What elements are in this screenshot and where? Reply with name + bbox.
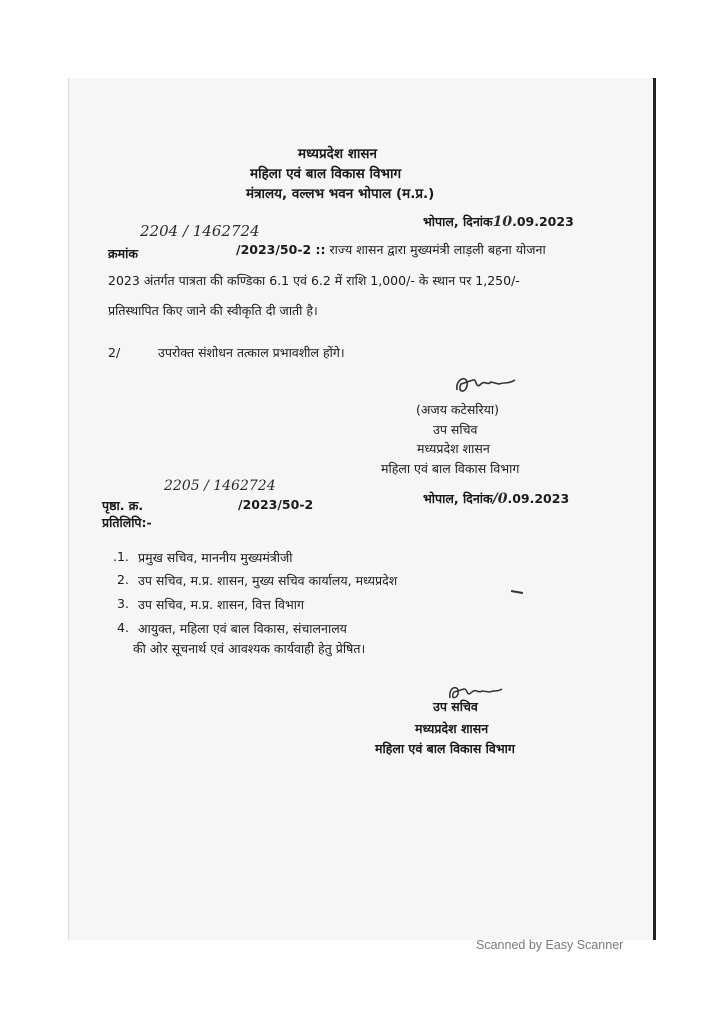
copy-date-label: भोपाल, दिनांक <box>423 491 493 506</box>
cc-item-1-text: प्रमुख सचिव, माननीय मुख्यमंत्रीजी <box>138 550 293 565</box>
order-date-label: भोपाल, दिनांक <box>423 214 493 229</box>
para2-text: उपरोक्त संशोधन तत्काल प्रभावशील होंगे। <box>158 345 345 360</box>
order-text-1: राज्य शासन द्वारा मुख्यमंत्री लाड़ली बहना योजना <box>329 242 546 257</box>
page-edge <box>653 78 656 940</box>
cc-label: प्रतिलिपि:- <box>102 515 152 530</box>
cc-item-3-number: 3. <box>117 596 129 611</box>
order-line-3: प्रतिस्थापित किए जाने की स्वीकृति दी जाती है। <box>108 303 318 318</box>
signatory-org-1: मध्यप्रदेश शासन <box>417 441 490 456</box>
order-date-handwritten: 10 <box>492 214 513 230</box>
signatory-org-2: महिला एवं बाल विकास विभाग <box>381 461 520 476</box>
order-number-handwritten: 2204 / 1462724 <box>140 222 260 240</box>
signatory-designation: उप सचिव <box>433 422 478 437</box>
order-number-label: क्रमांक <box>108 246 138 261</box>
copy-date <box>423 490 569 507</box>
cc-item-4-continuation: की ओर सूचनार्थ एवं आवश्यक कार्यवाही हेतु प्रेषित। <box>133 641 366 656</box>
order-date <box>423 213 574 230</box>
cc-item-2-number: 2. <box>117 572 129 587</box>
copy-number-suffix: /2023/50-2 <box>238 497 314 512</box>
document-page <box>68 78 655 940</box>
signatory2-org-2: महिला एवं बाल विकास विभाग <box>375 741 515 756</box>
copy-date-rest: .09.2023 <box>507 491 570 506</box>
cc-item-1-number: .1. <box>113 549 129 564</box>
copy-date-handwritten: /0 <box>492 491 508 507</box>
header-line-1: मध्यप्रदेश शासन <box>298 146 378 162</box>
header-line-2: महिला एवं बाल विकास विभाग <box>250 166 402 182</box>
signatory-name: (अजय कटेसरिया) <box>416 402 499 417</box>
order-line-1 <box>236 241 546 258</box>
header-line-3: मंत्रालय, वल्लभ भवन भोपाल (म.प्र.) <box>246 186 435 202</box>
cc-item-2-text: उप सचिव, म.प्र. शासन, मुख्य सचिव कार्यालय, मध्यप्रदेश <box>138 573 398 588</box>
copy-number-handwritten: 2205 / 1462724 <box>164 478 276 494</box>
signatory2-org-1: मध्यप्रदेश शासन <box>415 721 489 736</box>
scanner-watermark: Scanned by Easy Scanner <box>476 938 624 952</box>
cc-item-3-text: उप सचिव, म.प्र. शासन, वित्त विभाग <box>138 597 305 612</box>
cc-item-4-number: 4. <box>117 620 129 635</box>
order-date-rest: .09.2023 <box>512 214 574 229</box>
signature-1-icon <box>453 370 523 400</box>
copy-number-label: पृष्ठा. क्र. <box>102 498 144 513</box>
para2-number: 2/ <box>108 345 121 360</box>
signatory2-designation: उप सचिव <box>433 699 478 714</box>
order-number-suffix: /2023/50-2 :: <box>236 242 326 257</box>
cc-item-4-text: आयुक्त, महिला एवं बाल विकास, संचालनालय <box>138 621 347 636</box>
order-line-2: 2023 अंतर्गत पात्रता की कण्डिका 6.1 एवं 6.2 में राशि 1,000/- के स्थान पर 1,250/- <box>108 273 520 288</box>
